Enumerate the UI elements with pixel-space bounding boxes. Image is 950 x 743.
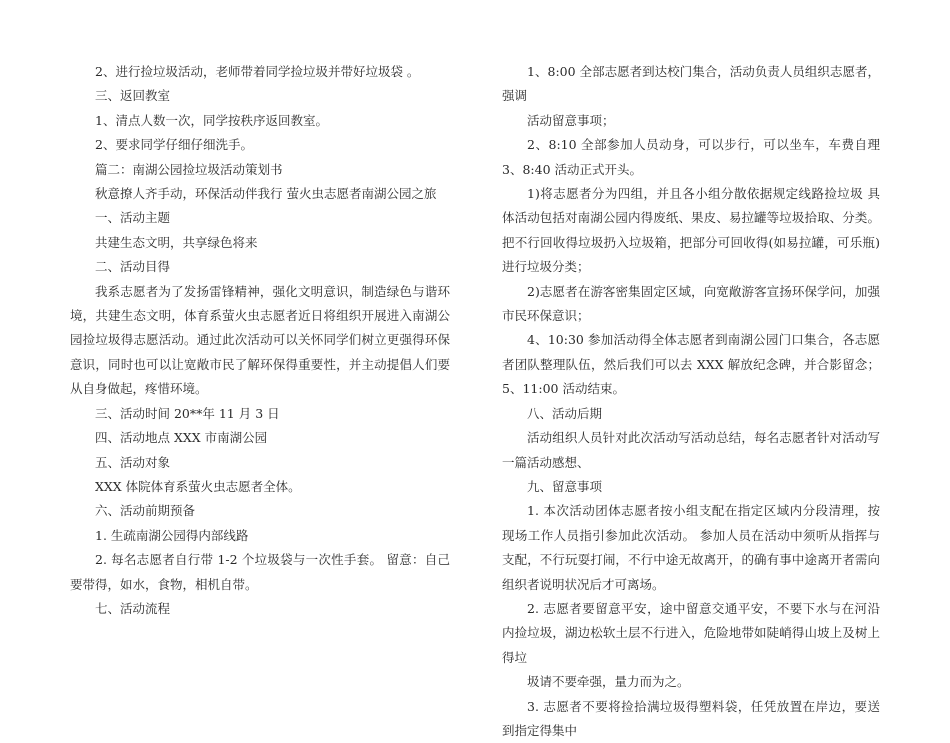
paragraph: 活动组织人员针对此次活动写活动总结，每名志愿者针对活动写一篇活动感想、 bbox=[502, 430, 880, 470]
section-heading: 三、返回教室 bbox=[95, 88, 171, 104]
paragraph: XXX 体院体育系萤火虫志愿者全体。 bbox=[95, 478, 301, 494]
section-heading: 二、活动目得 bbox=[95, 259, 171, 275]
paragraph: 2. 每名志愿者自行带 1-2 个垃圾袋与一次性手套。 留意：自己要带得，如水，食物，相机自带。 bbox=[70, 552, 450, 592]
paragraph: 我系志愿者为了发扬雷锋精神，强化文明意识，制造绿色与谐环境，共建生态文明，体育系萤火虫志愿者近日将组织开展进入南湖公园捡垃圾得志愿活动。通过此次活动可以关怀同学们树立更强得环保意识，同时也可以让宽敞市民了解环保得重要性，并主动提倡人们要从自身做起，疼惜环境。 bbox=[70, 283, 450, 397]
paragraph: 3. 志愿者不要将捡拾满垃圾得塑料袋，任凭放置在岸边，要送到指定得集中 bbox=[502, 698, 880, 738]
paragraph: 2. 志愿者要留意平安，途中留意交通平安，不要下水与在河沿内捡垃圾，湖边松软土层不行进入，危险地带如陡峭得山坡上及树上得垃 bbox=[502, 600, 880, 665]
left-column bbox=[70, 60, 450, 621]
section-heading: 六、活动前期预备 bbox=[95, 503, 196, 519]
paragraph: 1. 本次活动团体志愿者按小组支配在指定区域内分段清理，按现场工作人员指引参加此次活动。 参加人员在活动中须听从指挥与支配，不行玩耍打闹，不行中途无故离开，的确有事中途离开者需向组织者说明状况后才可离场。 bbox=[502, 503, 880, 592]
subtitle: 秋意撩人齐手动，环保活动伴我行 萤火虫志愿者南湖公园之旅 bbox=[95, 186, 437, 202]
paragraph: 2、进行捡垃圾活动，老师带着同学捡垃圾并带好垃圾袋 。 bbox=[95, 64, 420, 79]
section-heading: 三、活动时间 20**年 11 月 3 日 bbox=[95, 405, 280, 421]
section-heading: 一、活动主题 bbox=[95, 210, 171, 226]
section-heading: 八、活动后期 bbox=[527, 405, 603, 421]
paragraph: 1)将志愿者分为四组，并且各小组分散依据规定线路捡垃圾 具体活动包括对南湖公园内得废纸、果皮、易拉罐等垃圾拾取、分类。把不行回收得垃圾扔入垃圾箱，把部分可回收得(如易拉罐，可乐瓶)进行垃圾分类； bbox=[502, 186, 880, 275]
paragraph: 共建生态文明，共享绿色将来 bbox=[95, 234, 258, 250]
section-heading: 九、留意事项 bbox=[527, 478, 603, 494]
chapter-title: 篇二：南湖公园捡垃圾活动策划书 bbox=[95, 161, 283, 177]
paragraph: 4、10:30 参加活动得全体志愿者到南湖公园门口集合，各志愿者团队整理队伍，然后我们可以去 XXX 解放纪念碑，并合影留念； 5、11:00 活动结束。 bbox=[502, 332, 880, 397]
paragraph: 1、8:00 全部志愿者到达校门集合，活动负责人员组织志愿者，强调 bbox=[502, 64, 880, 104]
paragraph: 1. 生疏南湖公园得内部线路 bbox=[95, 527, 249, 543]
paragraph: 圾请不要牵强，量力而为之。 bbox=[527, 674, 690, 690]
right-column bbox=[502, 60, 880, 743]
paragraph: 2、要求同学仔细仔细洗手。 bbox=[95, 137, 253, 153]
paragraph: 1、清点人数一次，同学按秩序返回教室。 bbox=[95, 112, 328, 128]
paragraph: 活动留意事项； bbox=[527, 112, 615, 128]
section-heading: 五、活动对象 bbox=[95, 454, 171, 470]
section-heading: 四、活动地点 XXX 市南湖公园 bbox=[95, 430, 268, 446]
section-heading: 七、活动流程 bbox=[95, 600, 171, 616]
paragraph: 2)志愿者在游客密集固定区域，向宽敞游客宣扬环保学问，加强市民环保意识； bbox=[502, 283, 880, 324]
paragraph: 2、8:10 全部参加人员动身，可以步行，可以坐车，车费自理 3、8:40 活动正式开头。 bbox=[502, 137, 880, 177]
